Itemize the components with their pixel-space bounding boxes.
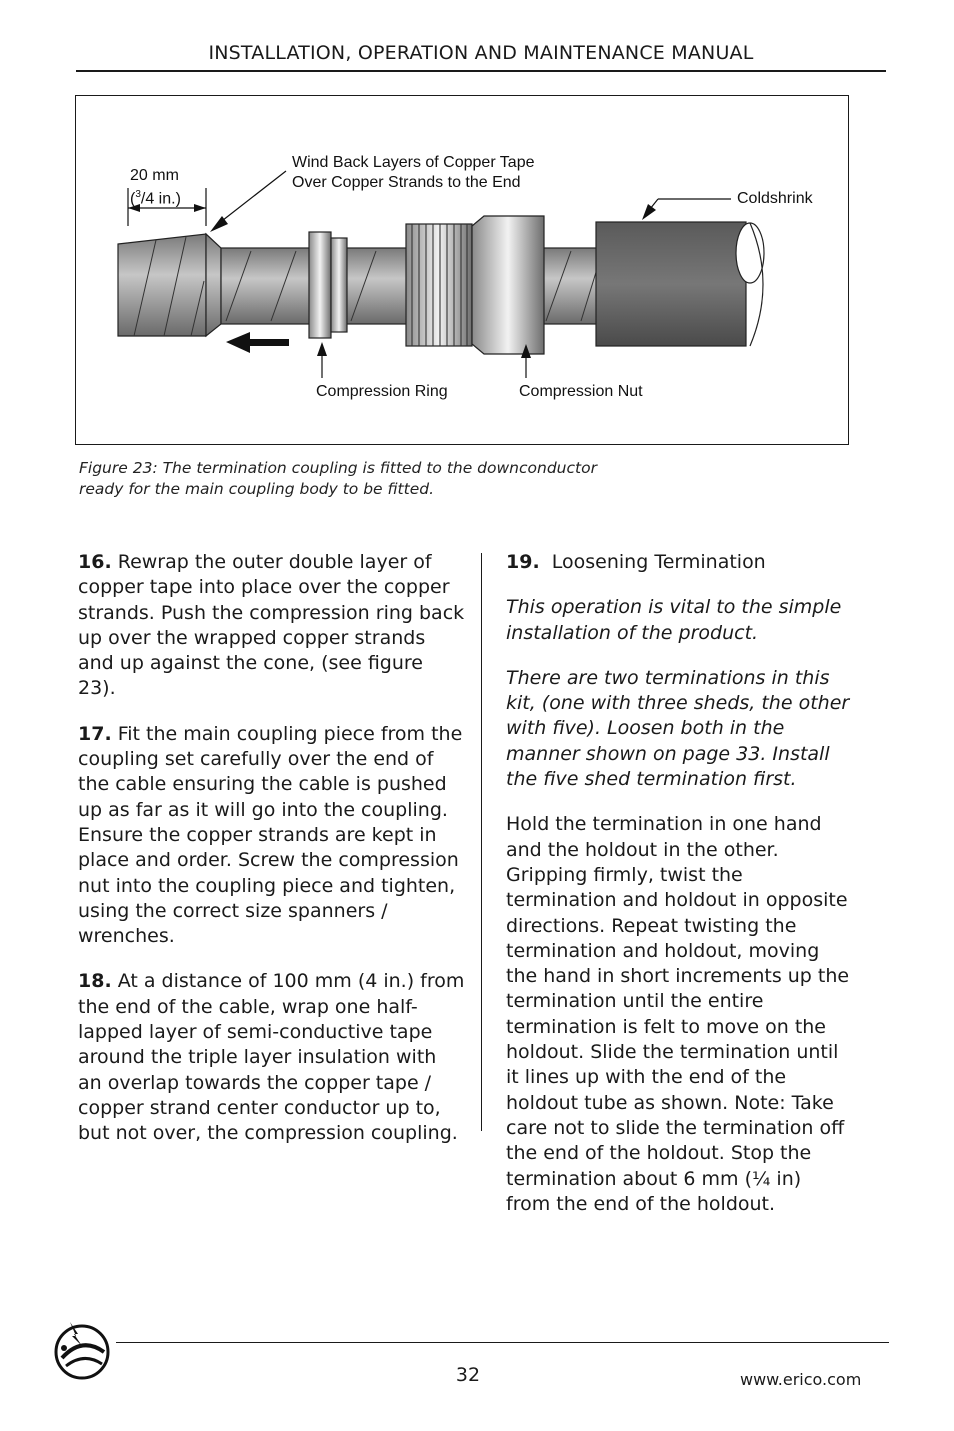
step-16-number: 16. xyxy=(78,551,112,573)
page-number: 32 xyxy=(455,1364,481,1386)
page-header xyxy=(76,38,886,72)
compression-ring-label: Compression Ring xyxy=(316,383,448,400)
left-column xyxy=(78,550,466,1167)
step-18 xyxy=(78,969,466,1146)
step-16-text: Rewrap the outer double layer of copper tape into place over the copper strands. Push the compression ring back up over the wrapped copper strands and up against the cone, (see figure 23). xyxy=(78,551,465,700)
coldshrink-body xyxy=(596,222,746,346)
step-19-title: Loosening Termination xyxy=(551,551,766,573)
compression-nut xyxy=(472,216,544,354)
figure-caption xyxy=(79,458,639,500)
step-16 xyxy=(78,550,466,702)
caption-line1: Figure 23: The termination coupling is fitted to the downconductor xyxy=(79,459,597,477)
coupling-illustration xyxy=(76,96,850,446)
step-19-italic-note-1: This operation is vital to the simple installation of the product. xyxy=(506,596,842,644)
right-column xyxy=(506,550,851,1237)
website-link[interactable]: www.erico.com xyxy=(740,1370,862,1389)
step-17 xyxy=(78,722,466,950)
dimension-in-label: ($^3$/4 in.) xyxy=(130,189,181,208)
cable-taper xyxy=(206,234,221,336)
step-19-heading xyxy=(506,550,851,575)
step-18-text: At a distance of 100 mm (4 in.) from the end of the cable, wrap one half-lapped layer of semi-conductive tape around the triple layer insulation with an overlap towards the copper tape / copper strand center conductor up to, but not over, the compression coupling. xyxy=(78,970,465,1145)
column-divider xyxy=(481,553,482,1131)
step-19-number: 19. xyxy=(506,551,540,573)
step-19-italic-note-2: There are two terminations in this kit, (one with three sheds, the other with five). Loosen both in the manner shown on page 33. Install the five shed termination first. xyxy=(506,666,850,791)
header-title: INSTALLATION, OPERATION AND MAINTENANCE MANUAL xyxy=(208,42,754,64)
push-direction-arrow xyxy=(226,332,289,353)
compression-nut-label: Compression Nut xyxy=(519,383,643,400)
compression-ring xyxy=(309,232,331,338)
wind-back-label-line2: Over Copper Strands to the End xyxy=(292,174,521,191)
step-18-number: 18. xyxy=(78,970,112,993)
step-17-text: Fit the main coupling piece from the coupling set carefully over the end of the cable ensuring the cable is pushed up as far as it will go into the coupling. Ensure the copper strands are kept in place and order. Screw the compression nut into the coupling piece and tighten, using the correct size spanners / wrenches. xyxy=(78,722,463,948)
dimension-mm-label: 20 mm xyxy=(130,167,179,184)
wind-back-label-line1: Wind Back Layers of Copper Tape xyxy=(292,154,535,171)
cable-cone xyxy=(118,234,206,336)
figure-23 xyxy=(75,95,849,445)
footer-rule xyxy=(116,1342,889,1343)
eritech-logo-icon xyxy=(52,1318,116,1382)
caption-line2: ready for the main coupling body to be fitted. xyxy=(79,480,434,498)
coldshrink-label: Coldshrink xyxy=(737,190,813,207)
coupling-thread xyxy=(406,224,472,346)
step-17-number: 17. xyxy=(78,722,112,745)
step-19-body: Hold the termination in one hand and the holdout in the other. Gripping firmly, twist the termination and holdout in opposite directions. Repeat twisting the termination and holdout, moving the hand in short increments up the termination until the entire termination is felt to move on the holdout. Slide the termination until it lines up with the end of the holdout tube as shown. Note: Take care not to slide the termination off the end of the holdout. Stop the termination about 6 mm (¼ in) from the end of the holdout. xyxy=(506,813,850,1215)
